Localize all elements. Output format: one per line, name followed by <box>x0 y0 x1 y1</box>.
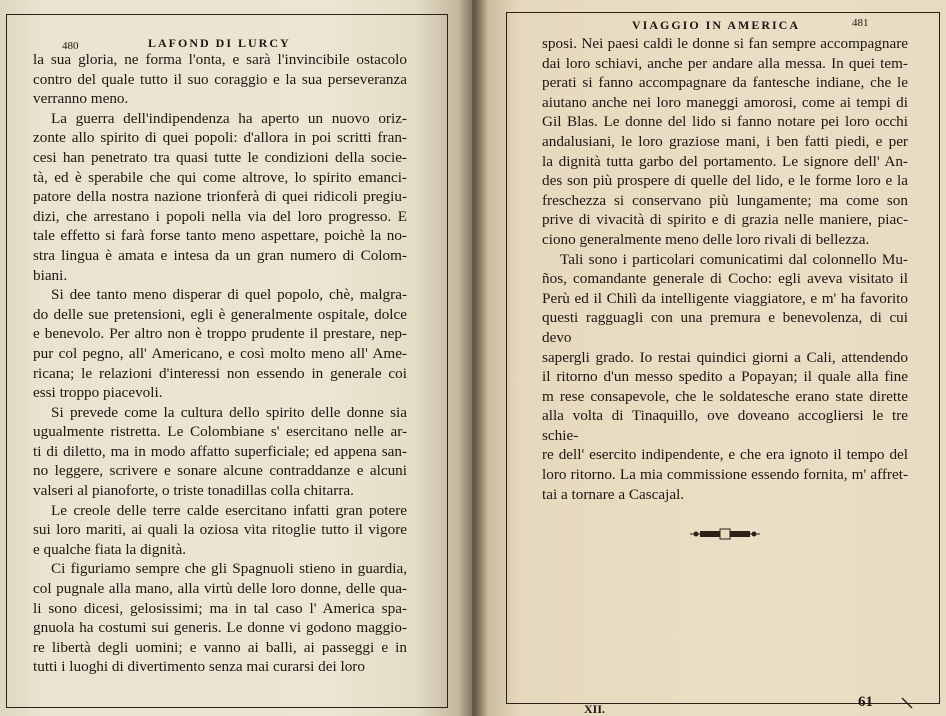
text-line: verranno meno. <box>33 90 129 108</box>
left-running-head: LAFOND DI LURCY <box>148 36 291 50</box>
text-line: ugualmente ristretta. Le Colombiane s' esercitano nelle ar- <box>33 423 407 441</box>
text-line: tà, ed è sperabile che qui come altrove, lo spirito emanci- <box>33 168 407 186</box>
text-line: prive di vivacità di spirito e di grazia nelle maniere, piac- <box>542 211 908 229</box>
text-line: m rese consapevole, che le soldatesche erano state dirette <box>542 387 908 405</box>
text-line: aiutano anche nei loro maneggi amorosi, come ai tempi di <box>542 93 908 111</box>
paragraph <box>33 501 407 560</box>
text-line: col pugnale alla mano, alla virtù delle loro donne, delle qua- <box>33 580 407 598</box>
text-line: des son più prospere di quelle del lido, e le forme loro e la <box>542 172 908 190</box>
text-line: dai loro schiavi, anche per andare alla messa. In quei tem- <box>542 54 908 72</box>
text-line: ti di diletto, ma in modo affatto superficiale; ed appena san- <box>33 442 407 460</box>
text-line: tai a tornare a Cascajal. <box>542 485 685 503</box>
text-line: patore della nostra nazione trionferà di quei ridicoli pregiu- <box>33 188 407 206</box>
left-folio: 480 <box>62 40 79 52</box>
text-line: Si dee tanto meno disperar di quel popolo, chè, malgra- <box>51 286 407 304</box>
text-line: tale effetto si farà forse tanto meno aspettare, poichè la no- <box>33 227 407 245</box>
text-line: il ritorno d'un messo spedito a Popayan; il quale alla fine <box>542 368 908 386</box>
paragraph <box>33 50 407 109</box>
text-line: La guerra dell'indipendenza ha aperto un nuovo oriz- <box>51 109 407 127</box>
paragraph <box>542 34 908 250</box>
right-body-text <box>542 34 908 504</box>
text-line: la sua gloria, ne forma l'onta, e sarà l'invincibile ostacolo <box>33 51 407 68</box>
text-line: contro del quale tutto il suo coraggio e la sua perseveranza <box>33 70 407 88</box>
text-line: sapergli grado. Io restai quindici giorni a Cali, attendendo <box>542 348 908 366</box>
text-line: stra lingua è amata e intesa da un gran numero di Colom- <box>33 246 407 264</box>
text-line: sui loro mariti, ai quali la oziosa vita ritoglie tutto il vigore <box>33 521 407 539</box>
text-line: biani. <box>33 266 68 284</box>
text-line: perati si fanno accompagnare da fantesche indiane, che le <box>542 74 908 92</box>
text-line: essi troppo piacevoli. <box>33 384 163 402</box>
text-line: gnuola ha costumi sui generis. Le donne vi godono maggio- <box>33 619 407 637</box>
text-line: zonte allo spirito di quei popoli: d'allora in poi scritti fran- <box>33 129 407 147</box>
page-number: 61 <box>858 694 873 710</box>
text-line: li sono dicesi, gelosissimi; ma in tal caso l' America spa- <box>33 599 407 617</box>
text-line: re libertà degli uomini; e vanno ai balli, ai passeggi e in <box>33 638 407 656</box>
text-line: Si prevede come la cultura dello spirito delle donne sia <box>51 403 407 421</box>
text-line: e qualche fiata la dignità. <box>33 540 187 558</box>
text-line: ricana; le relazioni d'interessi non essendo in generale coi <box>33 364 407 382</box>
left-page <box>0 0 472 716</box>
text-line: pur col pegno, all' Americano, e così molto meno all' Ame- <box>33 344 407 362</box>
paragraph <box>33 109 407 285</box>
text-line: andalusiani, le loro graziose mani, i ben fatti piedi, e per <box>542 132 908 150</box>
text-line: questi ragguagli con una premura e benevolenza, di cui devo <box>542 309 908 346</box>
text-line: Gil Blas. Le donne del lido si fanno notare pei loro occhi <box>542 113 908 131</box>
text-line: ciono generalmente meno delle loro rivali di bellezza. <box>542 230 870 248</box>
text-line: sposi. Nei paesi caldi le donne si fan sempre accompagnare <box>542 35 908 52</box>
text-line: e benevolo. Per altro non è troppo prudente il prestare, nep- <box>33 325 407 343</box>
text-line: valseri al pianoforte, o triste tonadillas colla chitarra. <box>33 482 354 500</box>
paragraph <box>33 559 407 677</box>
text-line: ños, comandante generale di Cocho: egli aveva visitato il <box>542 270 908 288</box>
signature-mark: XII. <box>584 702 606 716</box>
section-ornament <box>690 528 760 540</box>
right-running-head: VIAGGIO IN AMERICA <box>632 18 801 32</box>
paragraph <box>33 285 407 403</box>
text-line: Tali sono i particolari comunicatimi dal colonnello Mu- <box>560 250 908 268</box>
text-line: cesi han penetrato tra quasi tutte le condizioni della socie- <box>33 148 407 166</box>
text-line: dizi, che arrestano i popoli nella via del loro progresso. E <box>33 207 407 225</box>
text-line: alla volta di Tinaquillo, ove doveano accogliersi le tre schie- <box>542 407 908 444</box>
text-line: tutti i luoghi di divertimento senza mai curarsi dei loro <box>33 658 365 676</box>
pencil-mark-icon <box>900 696 914 710</box>
text-line: re dell' esercito indipendente, e che era ignoto il tempo del <box>542 446 908 464</box>
right-page <box>472 0 946 716</box>
text-line: Le creole delle terre calde esercitano infatti gran potere <box>51 501 407 519</box>
left-body-text <box>33 50 407 677</box>
text-line: Ci figuriamo sempre che gli Spagnuoli stieno in guardia, <box>51 560 407 578</box>
text-line: la dignità tutta garbo del portamento. Le signore dell' An- <box>542 152 908 170</box>
text-line: do delle sue pretensioni, egli è generalmente ospitale, dolce <box>33 305 407 323</box>
text-line: freschezza si conservano più lungamente; ma come son <box>542 191 908 209</box>
paragraph <box>33 403 407 501</box>
text-line: no leggere, scrivere e sonare alcune contraddanze e alcuni <box>33 462 407 480</box>
text-line: loro ritorno. La mia commissione essendo fornita, m' affret- <box>542 466 908 484</box>
paragraph <box>542 250 908 505</box>
right-folio: 481 <box>852 17 869 29</box>
text-line: Perù ed il Chilì da intelligente viaggiatore, e m' ha favorito <box>542 289 908 307</box>
